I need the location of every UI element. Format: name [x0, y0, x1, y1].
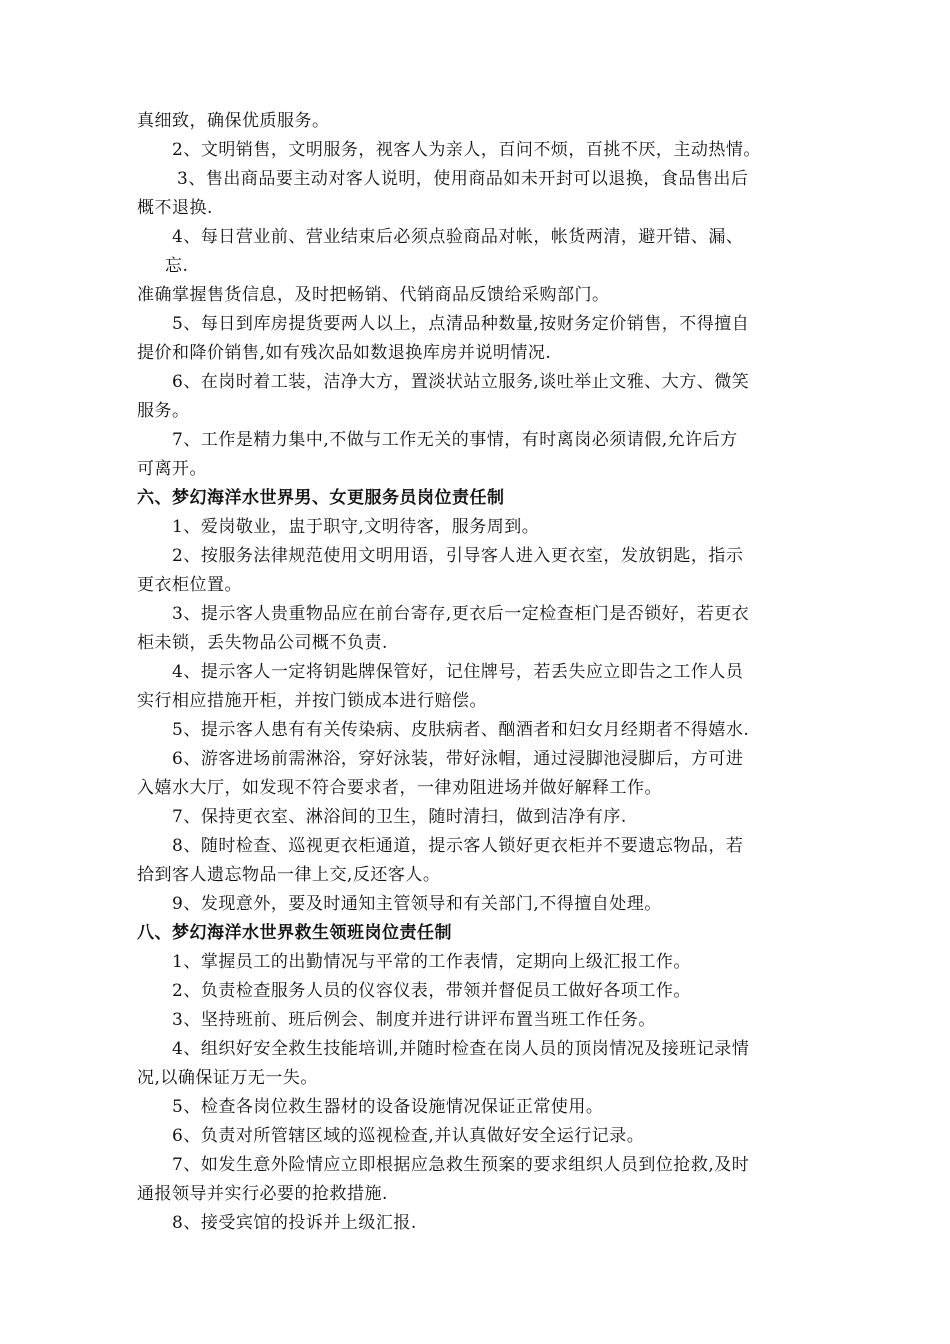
text-line: 况,以确保证万无一失。	[137, 1068, 318, 1088]
text-line: 6、负责对所管辖区域的巡视检查,并认真做好安全运行记录。	[172, 1126, 645, 1146]
text-line: 9、发现意外，要及时通知主管领导和有关部门,不得擅自处理。	[172, 894, 662, 914]
text-line: 8、接受宾馆的投诉并上级汇报.	[172, 1213, 417, 1233]
text-line: 5、每日到库房提货要两人以上，点清品种数量,按财务定价销售，不得擅自	[172, 314, 750, 334]
text-line: 3、售出商品要主动对客人说明，使用商品如未开封可以退换，食品售出后	[177, 169, 749, 189]
text-line: 4、每日营业前、营业结束后必须点验商品对帐，帐货两清，避开错、漏、	[172, 227, 744, 247]
text-line: 7、如发生意外险情应立即根据应急救生预案的要求组织人员到位抢救,及时	[172, 1155, 750, 1175]
text-line: 实行相应措施开柜，并按门锁成本进行赔偿。	[137, 691, 487, 711]
text-line: 提价和降价销售,如有残次品如数退换库房并说明情况.	[137, 343, 552, 363]
text-line: 概不退换.	[137, 198, 213, 218]
text-line: 7、保持更衣室、淋浴间的卫生，随时清扫，做到洁净有序.	[172, 807, 627, 827]
text-line: 更衣柜位置。	[137, 575, 242, 595]
section-heading: 六、梦幻海洋水世界男、女更服务员岗位责任制	[137, 488, 505, 508]
text-line: 通报领导并实行必要的抢救措施.	[137, 1184, 388, 1204]
section-heading: 八、梦幻海洋水世界救生领班岗位责任制	[137, 923, 452, 943]
text-line: 准确掌握售货信息，及时把畅销、代销商品反馈给采购部门。	[137, 285, 610, 305]
text-line: 入嬉水大厅，如发现不符合要求者，一律劝阻进场并做好解释工作。	[137, 778, 662, 798]
text-line: 2、按服务法律规范使用文明用语，引导客人进入更衣室，发放钥匙，指示	[172, 546, 744, 566]
text-line: 真细致，确保优质服务。	[137, 111, 330, 131]
text-line: 1、爱岗敬业，盅于职守,文明待客，服务周到。	[172, 517, 540, 537]
text-line: 拾到客人遗忘物品一律上交,反还客人。	[137, 865, 441, 885]
text-line: 2、负责检查服务人员的仪容仪表，带领并督促员工做好各项工作。	[172, 981, 691, 1001]
text-line: 5、提示客人患有有关传染病、皮肤病者、酗酒者和妇女月经期者不得嬉水.	[172, 720, 750, 740]
text-line: 柜未锁，丢失物品公司概不负责.	[137, 633, 388, 653]
text-line: 可离开。	[137, 459, 207, 479]
text-line: 4、组织好安全救生技能培训,并随时检查在岗人员的顶岗情况及接班记录情	[172, 1039, 750, 1059]
text-line: 5、检查各岗位救生器材的设备设施情况保证正常使用。	[172, 1097, 604, 1117]
text-line: 忘.	[165, 256, 189, 276]
text-line: 7、工作是精力集中,不做与工作无关的事情，有时离岗必须请假,允许后方	[172, 430, 738, 450]
text-line: 6、在岗时着工装，洁净大方，置淡状站立服务,谈吐举止文雅、大方、微笑	[172, 372, 750, 392]
text-line: 3、坚持班前、班后例会、制度并进行讲评布置当班工作任务。	[172, 1010, 656, 1030]
text-line: 3、提示客人贵重物品应在前台寄存,更衣后一定检查柜门是否锁好，若更衣	[172, 604, 750, 624]
text-line: 1、掌握员工的出勤情况与平常的工作表情，定期向上级汇报工作。	[172, 952, 691, 972]
text-line: 2、文明销售，文明服务，视客人为亲人，百问不烦，百挑不厌，主动热情。	[172, 140, 761, 160]
text-line: 4、提示客人一定将钥匙牌保管好，记住牌号，若丢失应立即告之工作人员	[172, 662, 744, 682]
text-line: 6、游客进场前需淋浴，穿好泳装，带好泳帽，通过浸脚池浸脚后，方可进	[172, 749, 744, 769]
text-line: 8、随时检查、巡视更衣柜通道，提示客人锁好更衣柜并不要遗忘物品，若	[172, 836, 744, 856]
text-line: 服务。	[137, 401, 190, 421]
